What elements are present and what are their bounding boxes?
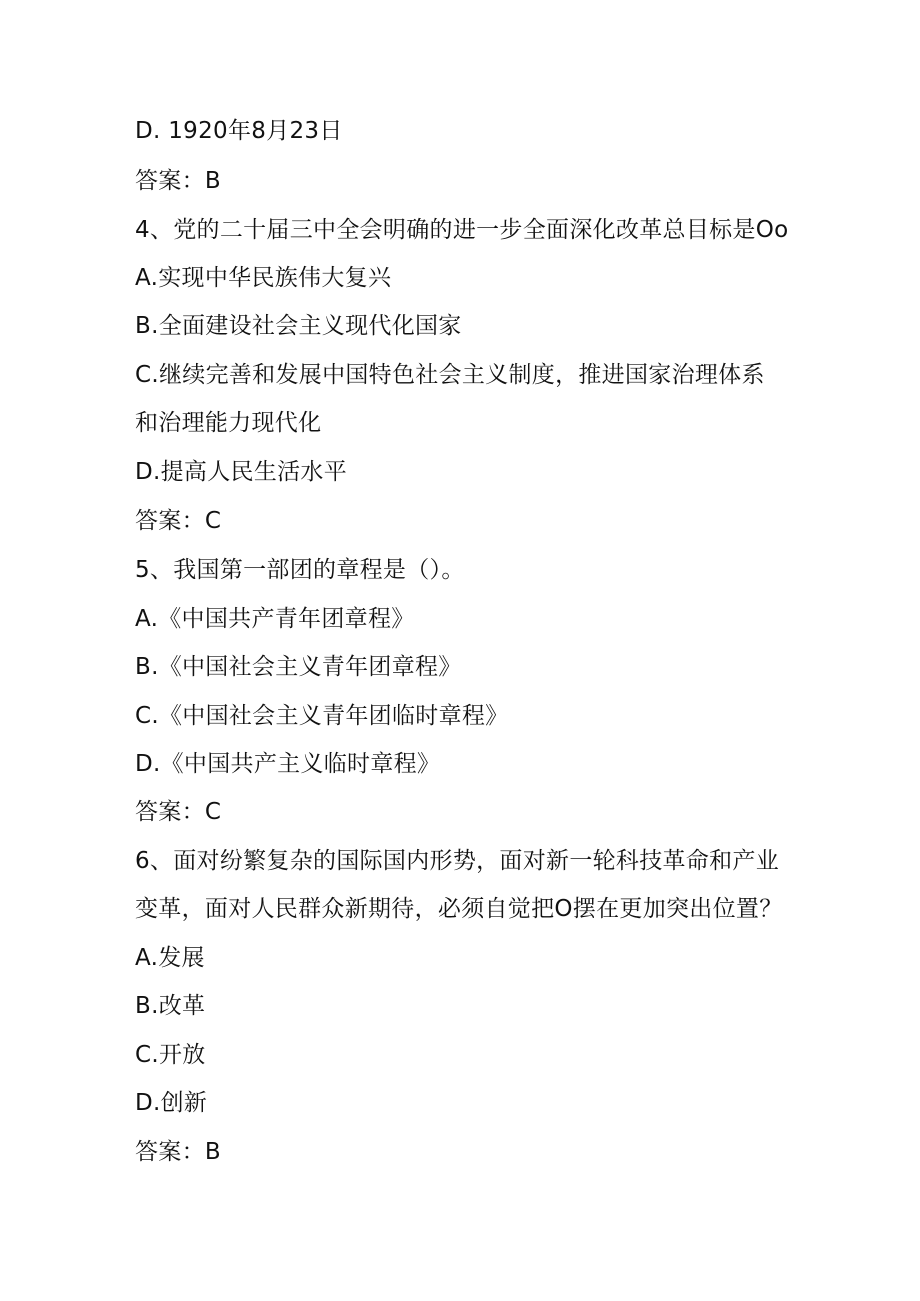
option-a-q4: A.实现中华民族伟大复兴	[135, 265, 392, 291]
option-d-q5: D.《中国共产主义临时章程》	[135, 751, 441, 777]
question-6: 6、面对纷繁复杂的国际国内形势，面对新一轮科技革命和产业	[135, 848, 780, 874]
question-5: 5、我国第一部团的章程是（）。	[135, 557, 465, 583]
answer-q4: 答案：C	[135, 508, 222, 534]
option-d-q4: D.提高人民生活水平	[135, 459, 348, 485]
option-a-q6: A.发展	[135, 945, 205, 971]
answer-q3: 答案：B	[135, 168, 221, 194]
option-c-q6: C.开放	[135, 1042, 206, 1068]
option-c-q4: C.继续完善和发展中国特色社会主义制度，推进国家治理体系	[135, 362, 765, 388]
option-a-q5: A.《中国共产青年团章程》	[135, 606, 415, 632]
option-b-q4: B.全面建设社会主义现代化国家	[135, 313, 462, 339]
question-6-continued: 变革，面对人民群众新期待，必须自觉把O摆在更加突出位置？	[135, 896, 783, 922]
option-b-q6: B.改革	[135, 993, 206, 1019]
answer-q6: 答案：B	[135, 1139, 221, 1165]
question-4: 4、党的二十届三中全会明确的进一步全面深化改革总目标是Oo	[135, 217, 789, 243]
option-d-q3: D. 1920年8月23日	[135, 118, 343, 144]
option-c-q5: C.《中国社会主义青年团临时章程》	[135, 703, 509, 729]
option-b-q5: B.《中国社会主义青年团章程》	[135, 654, 462, 680]
answer-q5: 答案：C	[135, 799, 222, 825]
option-d-q6: D.创新	[135, 1090, 208, 1116]
option-c-q4-continued: 和治理能力现代化	[135, 410, 322, 436]
